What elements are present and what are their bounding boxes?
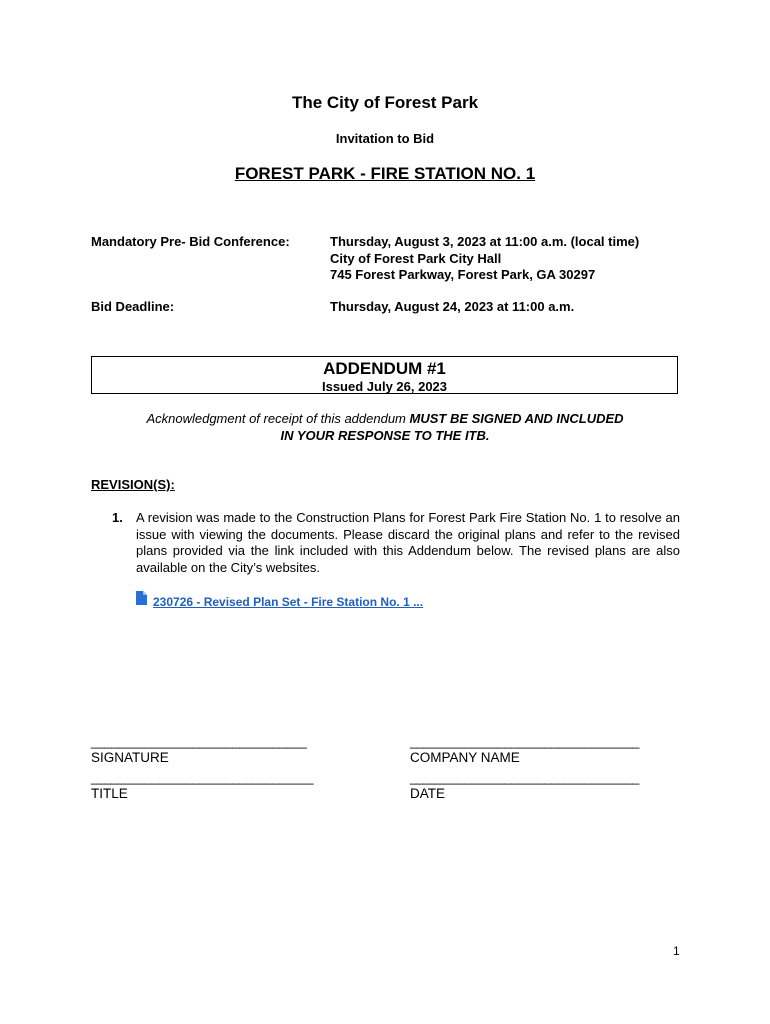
addendum-heading: ADDENDUM #1 bbox=[323, 359, 446, 378]
company-name-label: COMPANY NAME bbox=[410, 750, 520, 765]
revised-plan-set-link[interactable]: 230726 - Revised Plan Set - Fire Station No. 1 ... bbox=[153, 595, 424, 609]
project-name: FOREST PARK - FIRE STATION NO. 1 bbox=[234, 164, 536, 183]
deadline-label: Bid Deadline: bbox=[91, 299, 175, 314]
signature-label: SIGNATURE bbox=[91, 750, 169, 765]
deadline-value: Thursday, August 24, 2023 at 11:00 a.m. bbox=[330, 299, 575, 314]
document-icon bbox=[136, 591, 147, 605]
company-name-line: __________________________________ bbox=[410, 734, 639, 749]
document-title: The City of Forest Park bbox=[291, 93, 479, 112]
acknowledgment-bold-1: MUST BE SIGNED AND INCLUDED bbox=[409, 411, 624, 426]
conference-label: Mandatory Pre- Bid Conference: bbox=[91, 234, 290, 249]
signature-line: ________________________________ bbox=[91, 734, 307, 749]
acknowledgment-italic: Acknowledgment of receipt of this addendum bbox=[146, 411, 410, 426]
page-number: 1 bbox=[673, 944, 680, 958]
revision-item-number: 1. bbox=[112, 510, 123, 525]
document-subtitle: Invitation to Bid bbox=[335, 131, 435, 146]
title-line: _________________________________ bbox=[91, 770, 314, 785]
acknowledgment-bold-2: IN YOUR RESPONSE TO THE ITB. bbox=[280, 427, 490, 443]
date-line: __________________________________ bbox=[410, 770, 639, 785]
addendum-box bbox=[91, 356, 678, 394]
conference-details bbox=[330, 234, 639, 284]
conference-address: 745 Forest Parkway, Forest Park, GA 30297 bbox=[330, 267, 596, 282]
revision-item-text: A revision was made to the Construction Plans for Forest Park Fire Station No. 1 to resolve an issue with viewing the documents. Please discard the original plans and refer to the revised plans provided via the link included with this Addendum below. The revised plans are also available on the City’s websites. bbox=[136, 510, 680, 575]
date-label: DATE bbox=[410, 786, 446, 801]
title-label: TITLE bbox=[91, 786, 128, 801]
addendum-issued-date: Issued July 26, 2023 bbox=[321, 379, 448, 394]
revisions-heading: REVISION(S): bbox=[91, 477, 175, 492]
conference-date: Thursday, August 3, 2023 at 11:00 a.m. (local time) bbox=[330, 234, 640, 249]
conference-location: City of Forest Park City Hall bbox=[330, 250, 502, 266]
acknowledgment-notice bbox=[0, 411, 770, 444]
